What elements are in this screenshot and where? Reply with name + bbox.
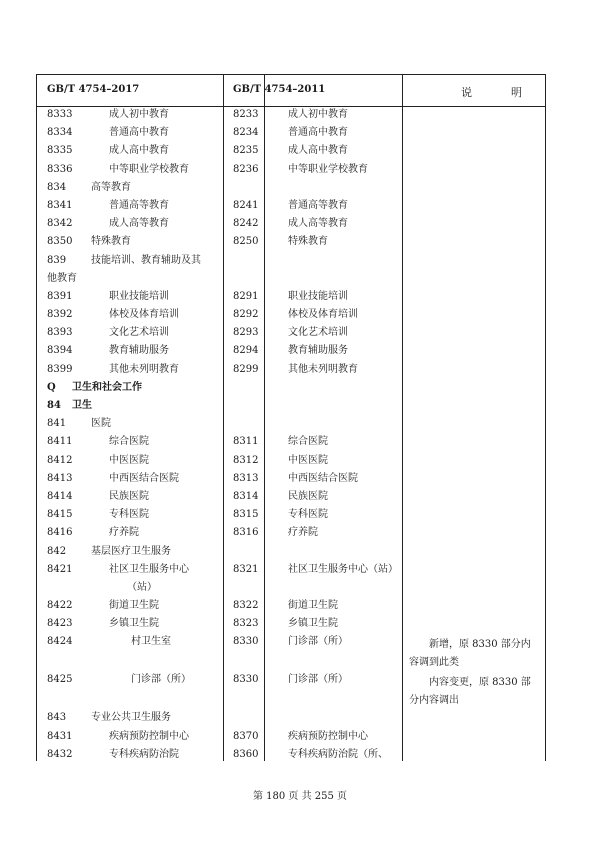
new-name-cell: 体校及体育培训	[109, 309, 179, 321]
new-name-cell: 中西医结合医院	[109, 472, 179, 484]
table-row	[37, 633, 545, 671]
old-code-cell: 8314	[233, 490, 259, 502]
old-code-cell: 8322	[233, 600, 259, 612]
old-name-cell: 职业技能培训	[288, 290, 348, 302]
new-name-cell: 中医医院	[109, 454, 149, 466]
new-name-cell: 卫生	[72, 400, 92, 412]
new-name-cell: 其他未列明教育	[109, 363, 179, 375]
table-row	[37, 728, 545, 746]
old-code-cell: 8250	[233, 236, 259, 248]
table-row	[37, 488, 545, 506]
new-name-cell: 专科疾病防治院	[109, 748, 179, 760]
new-name-cell: 基层医疗卫生服务	[91, 545, 171, 557]
old-name-cell: 体校及体育培训	[288, 309, 358, 321]
new-code-cell: 8413	[47, 472, 73, 484]
new-name-cell: 教育辅助服务	[109, 345, 169, 357]
new-name-cell: 职业技能培训	[109, 290, 169, 302]
new-code-cell: Q	[47, 381, 56, 393]
old-name-cell: 普通高中教育	[288, 127, 348, 139]
new-name-cell: 专业公共卫生服务	[91, 712, 171, 724]
new-code-cell: 834	[47, 181, 67, 193]
new-name-cell: 成人高等教育	[109, 218, 169, 230]
new-code-cell: 8392	[47, 309, 73, 321]
old-name-cell: 综合医院	[288, 436, 328, 448]
new-name-cell: 民族医院	[109, 490, 149, 502]
table-row	[37, 470, 545, 488]
old-name-cell: 专科医院	[288, 509, 328, 521]
new-name-continuation: （站）	[127, 581, 157, 593]
table-row	[37, 397, 545, 415]
new-code-cell: 8432	[47, 748, 73, 760]
new-code-cell: 8334	[47, 127, 73, 139]
new-code-cell: 8415	[47, 509, 73, 521]
old-name-cell: 特殊教育	[288, 236, 328, 248]
new-name-cell: 普通高中教育	[109, 127, 169, 139]
table-row	[37, 433, 545, 451]
old-name-cell: 疗养院	[288, 527, 318, 539]
table-row	[37, 215, 545, 233]
new-name-cell: 医院	[91, 418, 111, 430]
table-row	[37, 524, 545, 542]
old-code-cell: 8234	[233, 127, 259, 139]
old-code-cell: 8315	[233, 509, 259, 521]
new-code-cell: 8422	[47, 600, 73, 612]
new-name-continuation: 他教育	[47, 272, 77, 284]
old-code-cell: 8370	[233, 730, 259, 742]
old-name-cell: 中医医院	[288, 454, 328, 466]
new-code-cell: 8394	[47, 345, 73, 357]
new-code-cell: 8335	[47, 145, 73, 157]
old-code-cell: 8294	[233, 345, 259, 357]
new-name-cell: 社区卫生服务中心	[109, 563, 189, 575]
table-row	[37, 342, 545, 360]
old-code-cell: 8330	[233, 674, 259, 686]
table-row	[37, 106, 545, 124]
new-code-cell: 8411	[47, 436, 73, 448]
table-row	[37, 379, 545, 397]
table-row	[37, 415, 545, 433]
table-header	[37, 75, 545, 107]
new-code-cell: 841	[47, 418, 67, 430]
table-row	[37, 746, 545, 761]
new-code-cell: 842	[47, 545, 67, 557]
table-row	[37, 233, 545, 251]
old-code-cell: 8236	[233, 163, 259, 175]
old-name-cell: 疾病预防控制中心	[288, 730, 368, 742]
old-code-cell: 8330	[233, 636, 259, 648]
old-name-cell: 街道卫生院	[288, 600, 338, 612]
old-code-cell: 8313	[233, 472, 259, 484]
old-code-cell: 8321	[233, 563, 259, 575]
table-body	[37, 106, 545, 761]
new-name-cell: 专科医院	[109, 509, 149, 521]
header-new-standard: GB/T 4754–2017	[47, 84, 140, 95]
old-name-cell: 成人初中教育	[288, 109, 348, 120]
old-code-cell: 8233	[233, 109, 259, 120]
old-name-cell: 社区卫生服务中心（站）	[288, 563, 398, 575]
table-row	[37, 506, 545, 524]
table-row	[37, 252, 545, 288]
table-row	[37, 597, 545, 615]
page-footer: 第 180 页 共 255 页	[252, 791, 348, 802]
note-cell: 新增，原 8330 部分内容调到此类	[409, 639, 531, 669]
old-name-cell: 中等职业学校教育	[288, 163, 368, 175]
old-code-cell: 8312	[233, 454, 259, 466]
old-code-cell: 8292	[233, 309, 259, 321]
new-code-cell: 8336	[47, 163, 73, 175]
new-name-cell: 疾病预防控制中心	[109, 730, 189, 742]
header-note: 说 明	[461, 86, 536, 99]
new-name-cell: 中等职业学校教育	[109, 163, 189, 175]
new-code-cell: 8333	[47, 109, 73, 120]
table-row	[37, 671, 545, 709]
new-name-cell: 乡镇卫生院	[109, 618, 159, 630]
new-code-cell: 84	[47, 400, 61, 412]
old-code-cell: 8242	[233, 218, 259, 230]
new-code-cell: 8399	[47, 363, 73, 375]
old-code-cell: 8360	[233, 748, 259, 760]
new-name-cell: 文化艺术培训	[109, 327, 169, 339]
new-code-cell: 8424	[47, 636, 73, 648]
old-code-cell: 8235	[233, 145, 259, 157]
table-row	[37, 452, 545, 470]
old-code-cell: 8241	[233, 199, 259, 211]
old-name-cell: 成人高中教育	[288, 145, 348, 157]
new-code-cell: 8431	[47, 730, 73, 742]
table-row	[37, 161, 545, 179]
table-row	[37, 179, 545, 197]
table-row	[37, 124, 545, 142]
old-name-cell: 乡镇卫生院	[288, 618, 338, 630]
new-code-cell: 8391	[47, 290, 73, 302]
new-name-cell: 特殊教育	[91, 236, 131, 248]
new-code-cell: 8414	[47, 490, 73, 502]
old-name-cell: 其他未列明教育	[288, 363, 358, 375]
old-name-cell: 专科疾病防治院（所、	[288, 748, 388, 760]
new-code-cell: 8425	[47, 674, 73, 686]
new-code-cell: 839	[47, 254, 67, 266]
table-row	[37, 306, 545, 324]
old-name-cell: 普通高等教育	[288, 199, 348, 211]
new-code-cell: 8393	[47, 327, 73, 339]
table-row	[37, 615, 545, 633]
new-code-cell: 8423	[47, 618, 73, 630]
new-code-cell: 843	[47, 712, 67, 724]
new-code-cell: 8412	[47, 454, 73, 466]
new-name-cell: 村卫生室	[131, 636, 171, 648]
old-name-cell: 成人高等教育	[288, 218, 348, 230]
old-code-cell: 8291	[233, 290, 259, 302]
new-name-cell: 疗养院	[109, 527, 139, 539]
table-row	[37, 142, 545, 160]
new-code-cell: 8341	[47, 199, 73, 211]
old-name-cell: 文化艺术培训	[288, 327, 348, 339]
old-name-cell: 民族医院	[288, 490, 328, 502]
new-name-cell: 技能培训、教育辅助及其	[91, 254, 201, 266]
old-name-cell: 门诊部（所）	[288, 674, 348, 686]
new-name-cell: 普通高等教育	[109, 199, 169, 211]
old-code-cell: 8316	[233, 527, 259, 539]
new-name-cell: 成人初中教育	[109, 109, 169, 120]
new-name-cell: 成人高中教育	[109, 145, 169, 157]
new-code-cell: 8342	[47, 218, 73, 230]
new-name-cell: 卫生和社会工作	[72, 381, 142, 393]
new-name-cell: 门诊部（所）	[131, 674, 191, 686]
table-row	[37, 561, 545, 597]
table-row	[37, 288, 545, 306]
old-name-cell: 中西医结合医院	[288, 472, 358, 484]
old-code-cell: 8323	[233, 618, 259, 630]
table-row	[37, 709, 545, 727]
header-old-standard: GB/T 4754–2011	[233, 84, 326, 95]
new-code-cell: 8350	[47, 236, 73, 248]
table-frame	[36, 74, 546, 761]
new-code-cell: 8421	[47, 563, 73, 575]
table-row	[37, 361, 545, 379]
old-name-cell: 门诊部（所）	[288, 636, 348, 648]
new-code-cell: 8416	[47, 527, 73, 539]
new-name-cell: 综合医院	[109, 436, 149, 448]
old-code-cell: 8311	[233, 436, 259, 448]
table-row	[37, 324, 545, 342]
old-code-cell: 8293	[233, 327, 259, 339]
new-name-cell: 高等教育	[91, 181, 131, 193]
note-cell: 内容变更，原 8330 部分内容调出	[409, 677, 531, 707]
new-name-cell: 街道卫生院	[109, 600, 159, 612]
old-code-cell: 8299	[233, 363, 259, 375]
old-name-cell: 教育辅助服务	[288, 345, 348, 357]
table-row	[37, 197, 545, 215]
table-row	[37, 543, 545, 561]
